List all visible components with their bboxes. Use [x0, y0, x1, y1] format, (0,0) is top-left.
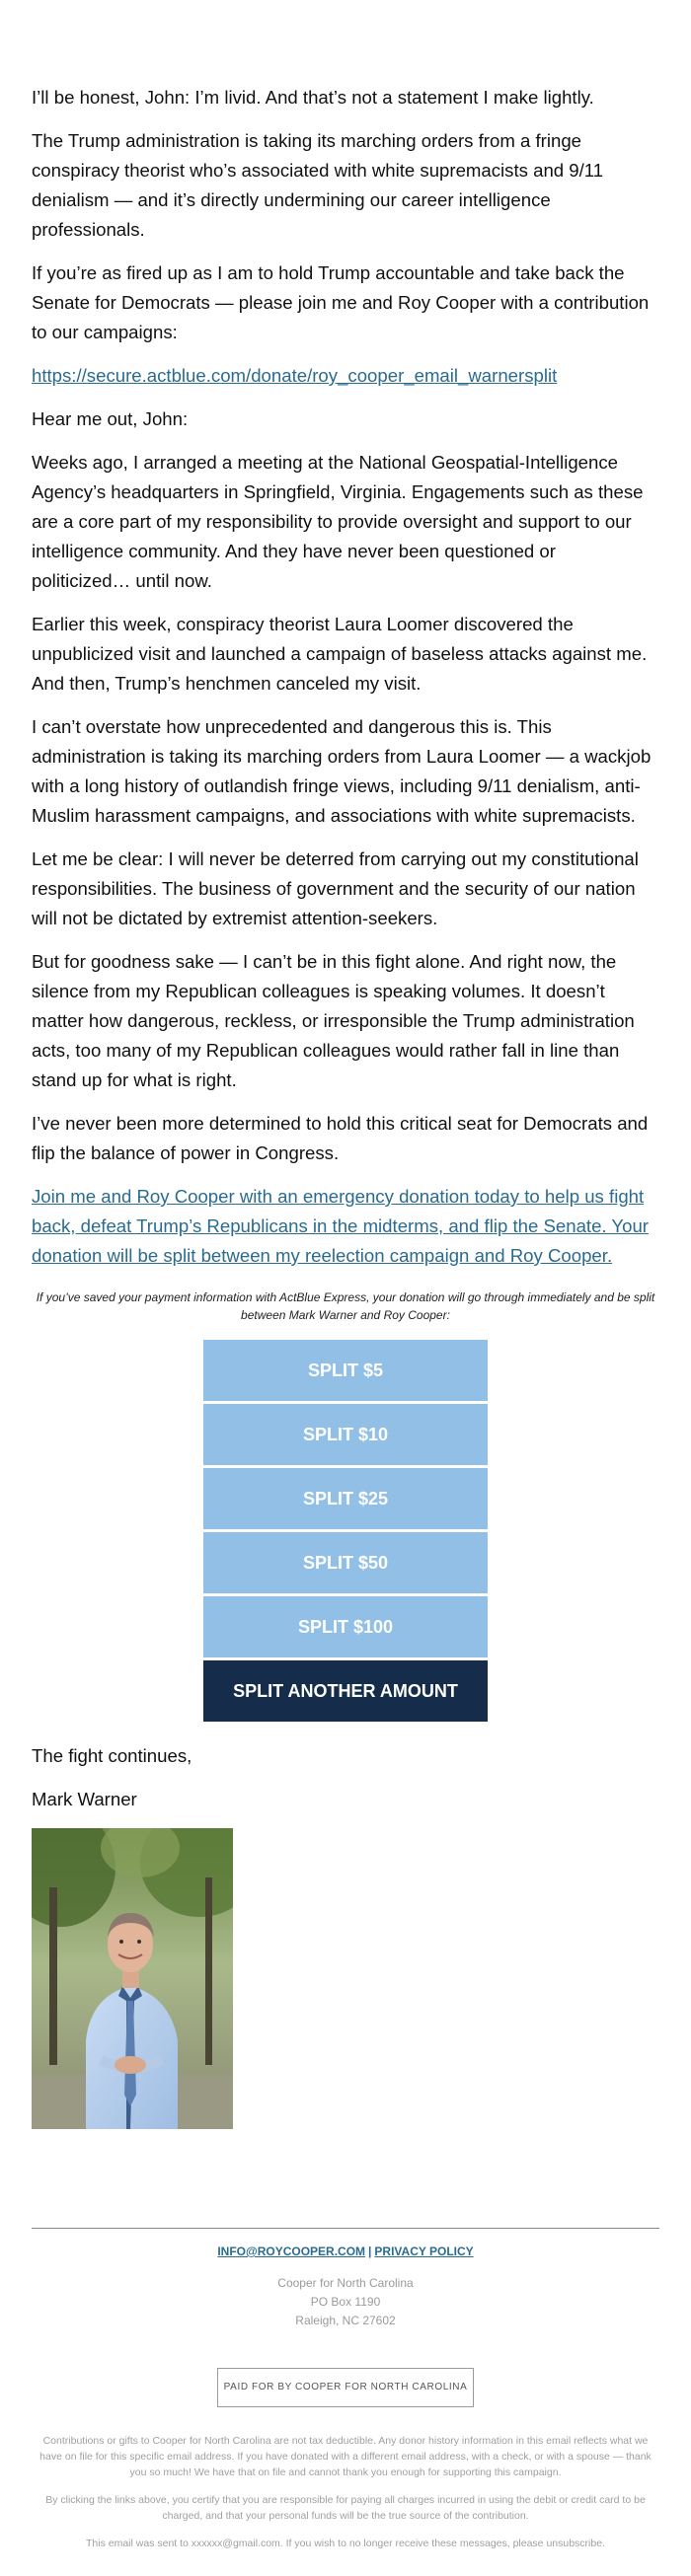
mark-warner-photo	[32, 1828, 233, 2129]
address-po-box: PO Box 1190	[310, 2295, 381, 2309]
actblue-express-note: If you’ve saved your payment information with ActBlue Express, your donation will go through immediately and be split between Mark Warner and Roy Cooper:	[36, 1290, 655, 1322]
split-another-amount-button[interactable]: SPLIT ANOTHER AMOUNT	[203, 1660, 488, 1722]
cta-paragraph	[32, 1182, 659, 1271]
signoff-line: The fight continues,	[32, 1745, 192, 1766]
email-contact-link[interactable]: INFO@ROYCOOPER.COM	[217, 2245, 366, 2258]
paragraph-unprecedented: I can’t overstate how unprecedented and dangerous this is. This administration is taking its marching orders from Laura Loomer — a wackjob with a long history of outlandish fringe views, including 9/11 denialism, anti-Muslim harassment campaigns, and associations with white supremacists.	[32, 716, 652, 826]
donation-button-stack	[203, 1340, 488, 1722]
split-50-button[interactable]: SPLIT $50	[203, 1532, 488, 1593]
paid-for-disclaimer: PAID FOR BY COOPER FOR NORTH CAROLINA	[217, 2368, 474, 2407]
paragraph-meeting: Weeks ago, I arranged a meeting at the National Geospatial-Intelligence Agency’s headquarters in Springfield, Virginia. Engagements such as these are a core part of my responsibility to provide oversight and support to our intelligence community. And they have never been questioned or politicized… until now.	[32, 452, 644, 591]
paragraph-hear-me-out: Hear me out, John:	[32, 408, 189, 429]
paragraph-determined: I’ve never been more determined to hold this critical seat for Democrats and flip the balance of power in Congress.	[32, 1113, 649, 1163]
cta-donation-link[interactable]: Join me and Roy Cooper with an emergency donation today to help us fight back, defeat Trump’s Republicans in the midterms, and flip the Senate. Your donation will be split between my reelection campaign and Roy Cooper.	[32, 1186, 649, 1266]
footer-link-separator: |	[368, 2245, 372, 2258]
split-100-button[interactable]: SPLIT $100	[203, 1596, 488, 1657]
split-10-button[interactable]: SPLIT $10	[203, 1404, 488, 1465]
email-footer	[0, 2228, 691, 2551]
split-5-button[interactable]: SPLIT $5	[203, 1340, 488, 1401]
legal-tax-notice: Contributions or gifts to Cooper for North Carolina are not tax deductible. Any donor history information in this email reflects what we have on file for this specific email address. If you have donated with a different email address, with a check, or with a spouse — thank you so much! We have that on file and cannot thank you enough for supporting this campaign.	[39, 2435, 652, 2478]
address-city: Raleigh, NC 27602	[295, 2314, 396, 2327]
signature-name: Mark Warner	[32, 1789, 137, 1809]
donate-url-link[interactable]: https://secure.actblue.com/donate/roy_cooper_email_warnersplit	[32, 365, 558, 386]
privacy-policy-link[interactable]: PRIVACY POLICY	[374, 2245, 474, 2258]
paragraph-ask: If you’re as fired up as I am to hold Trump accountable and take back the Senate for Democrats — please join me and Roy Cooper with a contribution to our campaigns:	[32, 262, 650, 342]
mailing-address	[32, 2274, 659, 2330]
donate-url-paragraph	[32, 361, 659, 391]
paragraph-be-clear: Let me be clear: I will never be deterred from carrying out my constitutional responsibilities. The business of government and the security of our nation will not be dictated by extremist attention-seekers.	[32, 848, 639, 928]
address-org: Cooper for North Carolina	[277, 2276, 414, 2290]
footer-links	[32, 2245, 659, 2258]
footer-divider	[32, 2228, 659, 2229]
paragraph-loomer: Earlier this week, conspiracy theorist Laura Loomer discovered the unpublicized visit and launched a campaign of baseless attacks against me. And then, Trump’s henchmen canceled my visit.	[32, 614, 648, 694]
unsubscribe-notice: This email was sent to xxxxxx@gmail.com. If you wish to no longer receive these messages, please unsubscribe.	[86, 2538, 605, 2549]
paragraph-intro: I’ll be honest, John: I’m livid. And that’s not a statement I make lightly.	[32, 87, 594, 108]
legal-certification-notice: By clicking the links above, you certify that you are responsible for paying all charges incurred in using the debit or credit card to be charged, and that your personal funds will be the true source of the contribution.	[45, 2494, 646, 2522]
paragraph-not-alone: But for goodness sake — I can’t be in this fight alone. And right now, the silence from my Republican colleagues is speaking volumes. It doesn’t matter how dangerous, reckless, or irresponsible the Trump administration acts, too many of my Republican colleagues would rather fall in line than stand up for what is right.	[32, 951, 635, 1090]
paragraph-administration: The Trump administration is taking its marching orders from a fringe conspiracy theorist who’s associated with white supremacists and 9/11 denialism — and it’s directly undermining our career intelligence professionals.	[32, 130, 604, 240]
split-25-button[interactable]: SPLIT $25	[203, 1468, 488, 1529]
